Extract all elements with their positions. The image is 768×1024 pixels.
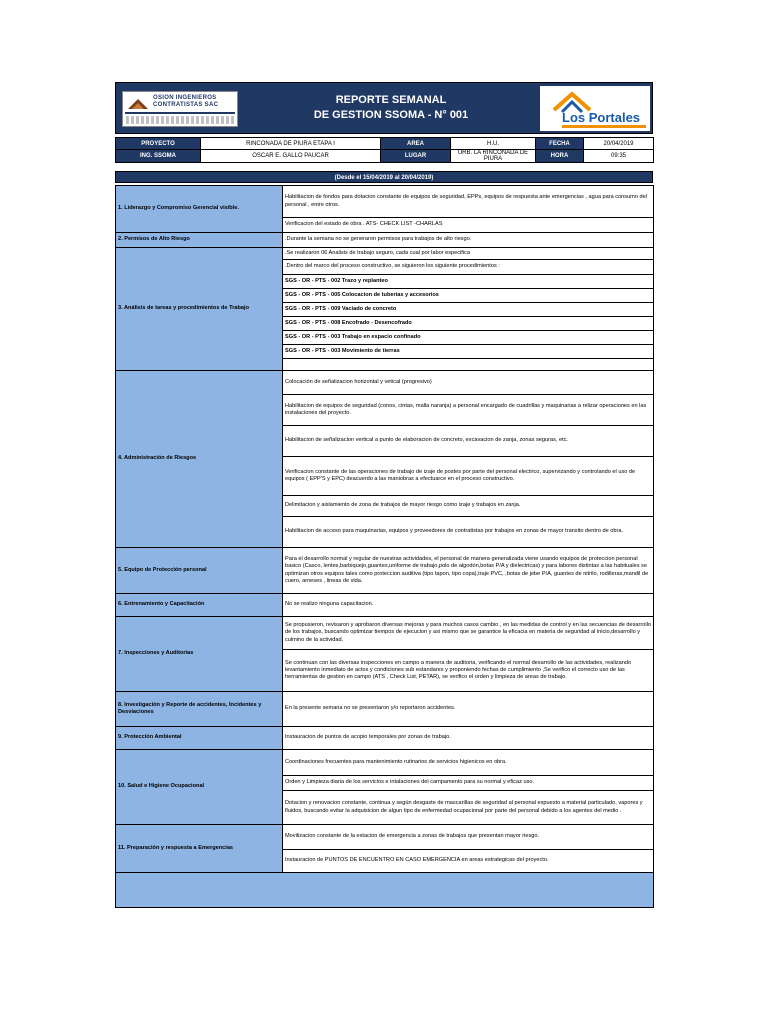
section-item-text: SGS - OR - PTS - 003 Movimiento de tierras [283, 345, 654, 359]
section-item-text: Para el desarrollo normal y regular de nuestras actividades, el personal de manera generalizada viene usando equipos de proteccion personal basico (Casco, lentes,barbiquejo,guantes,uniforme de trabajo,polo de algodón,botas P/A y dielectricas) y para labores distintas a las habituales se optimizan otros equipos tales como proteccion auditiva (tipo tapon, tipo copa),traje PVC, ,botas de jebe P/A, guantes de nitrilo, rodilleras,mandil de cuero, arneses , lineas de vida. [283, 548, 654, 594]
company-name-line2: CONTRATISTAS SAC [153, 102, 219, 108]
report-date-range: (Desde el 15/04/2019 al 20/04/2019) [115, 171, 653, 183]
section-item-text: SGS - OR - PTS - 005 Colocacion de tuberias y accesorios [283, 289, 654, 303]
section-item-text: SGS - OR - PTS - 002 Trazo y replanteo [283, 275, 654, 289]
section-row [116, 233, 654, 248]
section-item-text: Habilitacion de señalizacion vertical a punto de elaboracion de concreto, excavacion de zanja, zonas seguras, etc. [283, 426, 654, 457]
logo-divider [125, 112, 235, 114]
lugar-label: LUGAR [381, 150, 451, 163]
section-item-text: Delimitacion y aislamiento de zona de trabajos de mayor riesgo como izaje y trabajos en zanja. [283, 496, 654, 517]
section-item-text: Instauracion de puntos de acopio temporales por zonas de trabajo. [283, 727, 654, 750]
report-title [241, 93, 541, 123]
section-item-text: Habilitacion de equipos de seguridad (conos, cintas, malla naranja) a personal encargado de cuadrillas y maquinarias a relizar operaciones en las instalaciones del proyecto. [283, 395, 654, 426]
proyecto-value: RINCONADA DE PIURA ETAPA I [201, 138, 381, 150]
section-title: 5. Equipo de Protección personal [116, 548, 283, 594]
section-item-text: Orden y Limpieza diaria de los servicios e intalaciones del campamento para su normal y eficaz uso. [283, 776, 654, 791]
logo-address-lines [126, 116, 236, 124]
section-row [116, 248, 654, 260]
fecha-value: 20/04/2019 [584, 138, 654, 150]
section-item-text: Verificacion constante de las operaciones de trabajo de izaje de postes por parte del personal electrico, supervizando y controlando el uso de equipos ( EPP'S y EPC) deacuerdo a las maniobras a efectuarce en el proceso constructivo. [283, 457, 654, 496]
section-item-text: Habilitacion de fondos para dotacion constante de equipos de seguridad, EPPs, equipos de respuesta ante emergencias , agua para consumo del personal , entre otros. [283, 186, 654, 218]
report-sections-table [115, 185, 654, 908]
company-logo [122, 91, 238, 127]
client-logo [540, 86, 650, 131]
section-item-text: Se propusieron, revisaron y aprobaron diversas mejoras y para muchos casos cambio , en las medidas de control y en las secuencias de desarrollo de los trabajos, buscando optimizar tiempos de ejecucion y asi mismo que se garantice la eficacia en materia de seguridad al inicio,desarrollo y culmino de la actividad. [283, 617, 654, 650]
section-row [116, 692, 654, 727]
company-logo-mark-icon [126, 97, 150, 111]
area-value: H.U. [451, 138, 536, 150]
section-row [116, 548, 654, 594]
section-item-text: Se continuan con las diversas inspecciones en campo a manera de auditoria, verificando el normal desarrollo de las actividades, realizando levantamiento inmediato de actos y condiciones sub estandares y proponiendo fechas de cumplimiento ,Se verifico el correcto uso de las herramientas de gestion en campo (ATS , Check List, PETAR), se verifico el orden y limpieza de areas de trabajo. [283, 650, 654, 692]
section-item-text: Coordinaciones frecuentes para mantenimiento rutinarios de servicios higienicos en obra. [283, 750, 654, 776]
section-title: 11. Preparación y respuesta a Emergencias [116, 825, 283, 873]
section-item-text: Colocación de señalizacion horizontal y vetical (progresivo) [283, 371, 654, 395]
section-item-text: Habilitacion de acceso para maquinarias, equipos y proveedores de contratistas por trabajos en zonas de mayor transito dentro de obra. [283, 517, 654, 548]
section-row [116, 594, 654, 617]
section-item-text: SGS - OR - PTS - 008 Encofrado - Desencofrado [283, 317, 654, 331]
section-title: 8. Investigación y Reporte de accidentes, Incidentes y Desviaciones [116, 692, 283, 727]
project-info-table [115, 137, 654, 163]
section-title: 7. Inspecciones y Auditorias [116, 617, 283, 692]
report-title-line2: DE GESTION SSOMA - N° 001 [313, 109, 469, 121]
report-document [115, 82, 653, 916]
hora-label: HORA [536, 150, 584, 163]
ing-ssoma-label: ING. SSOMA [116, 150, 201, 163]
section-title: 3. Análisis de tareas y procedimientos de Trabajo [116, 248, 283, 371]
ing-ssoma-value: OSCAR E. GALLO PAUCAR [201, 150, 381, 163]
section-title: 4. Administración de Riesgos [116, 371, 283, 548]
section-item-text: .Durante la semana no se generaron permisos para trabajos de alto riesgo. [283, 233, 654, 248]
proyecto-label: PROYECTO [116, 138, 201, 150]
section-title: 10. Salud e Higiene Ocupacional [116, 750, 283, 825]
section-title: 9. Protección Ambiental [116, 727, 283, 750]
section-row [116, 186, 654, 218]
area-label: AREA [381, 138, 451, 150]
fecha-label: FECHA [536, 138, 584, 150]
lugar-value: URB. LA RINCONADA DE PIURA [451, 150, 536, 163]
section-title: 1. Liderazgo y Compromiso Gerencial visible. [116, 186, 283, 233]
report-header [115, 82, 653, 134]
section-row [116, 617, 654, 650]
footer-cell [116, 873, 654, 908]
section-item-text: SGS - OR - PTS - 003 Trabajo en espacio confinado [283, 331, 654, 345]
hora-value: 09:35 [584, 150, 654, 163]
section-row [116, 727, 654, 750]
report-title-line1: REPORTE SEMANAL [335, 94, 447, 106]
section-item-text [283, 359, 654, 371]
section-item-text: .Dentro del marco del proceso constructivo, se siguieron los siguiente procedimientos : [283, 260, 654, 275]
section-item-text: Movilizacion constante de la estacion de emergencia a zonas de trabajos que presentan mayor riesgo. [283, 825, 654, 850]
section-item-text: Verificacion del estado de obra . ATS- CHECK LIST -CHARLAS [283, 218, 654, 233]
section-title: 6. Entrenamiento y Capacitación [116, 594, 283, 617]
section-item-text: No se realizo ninguna capacitacion. [283, 594, 654, 617]
footer-row [116, 873, 654, 908]
section-row [116, 750, 654, 776]
company-name-line1: OSION INGENIEROS [153, 95, 217, 101]
client-brand-name: Los Portales [562, 110, 641, 125]
section-row [116, 371, 654, 395]
section-item-text: SGS - OR - PTS - 009 Vaciado de concreto [283, 303, 654, 317]
section-item-text: Instauracion de PUNTOS DE ENCUENTRO EN CASO EMERGENCIA en areas estrategicas del proyecto. [283, 850, 654, 873]
client-slogan-bar [562, 125, 646, 128]
section-item-text: Dotacion y renovacion constante, continua y según desgaste de mascarillas de seguridad al personal expuesto a material particulado, vapores y fluidos, buscando evitar la adquisicion de algun tipo de enfermedad ocupacional por parte del personal debido a los agentes del medio . [283, 791, 654, 825]
section-title: 2. Permisos de Alto Riesgo [116, 233, 283, 248]
section-item-text: .Se realizaron 06 Analisis de trabajo seguro, cada cual por labor especifica [283, 248, 654, 260]
section-item-text: En la presente semana no se presentaron y/o reportaron accidentes. [283, 692, 654, 727]
section-row [116, 825, 654, 850]
